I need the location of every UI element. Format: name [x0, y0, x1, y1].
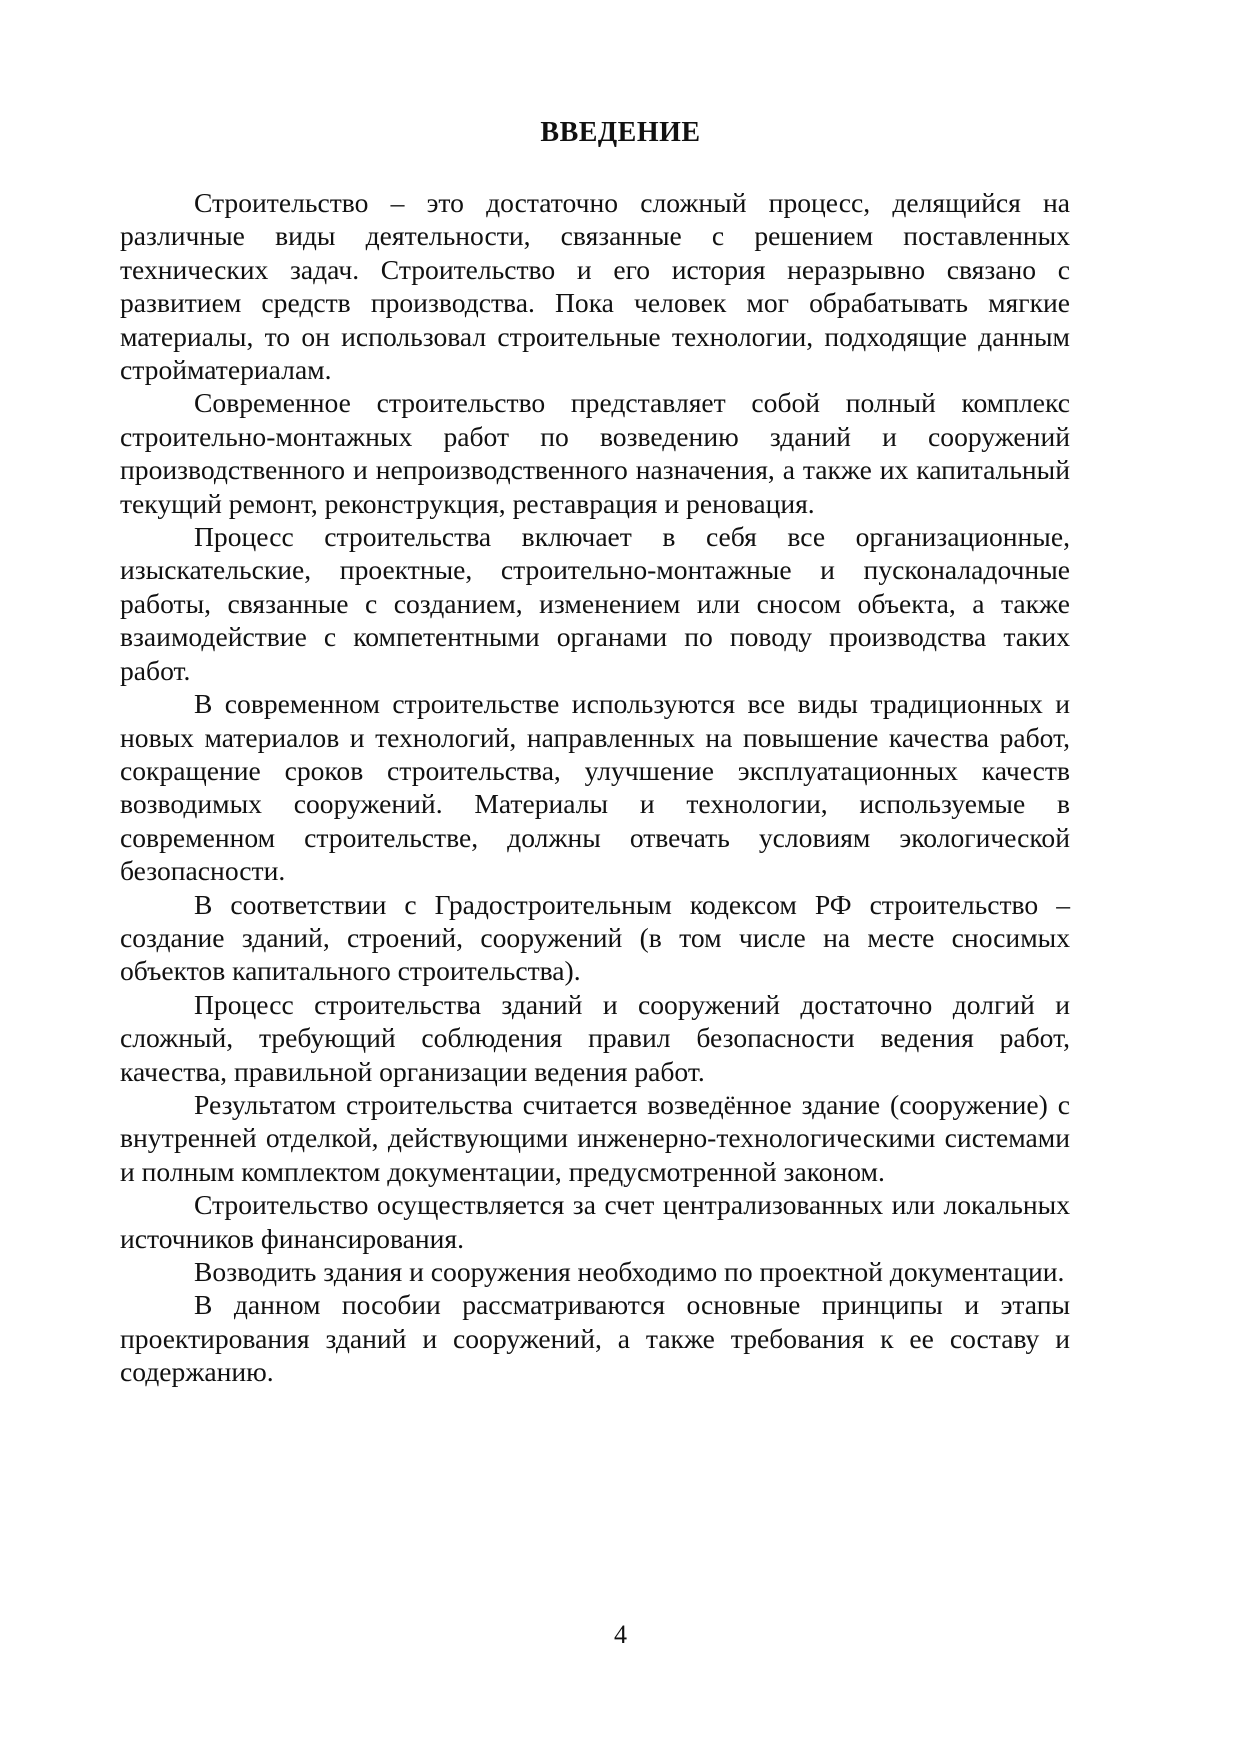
- body-text: [120, 186, 1070, 1389]
- paragraph: Результатом строительства считается возведённое здание (сооружение) с внутренней отделкой, действующими инженерно-технологическими системами и полным комплектом документации, предусмотренной законом.: [120, 1088, 1070, 1187]
- paragraph: Возводить здания и сооружения необходимо по проектной документации.: [194, 1256, 1065, 1287]
- paragraph: В данном пособии рассматриваются основные принципы и этапы проектирования зданий и сооружений, а также требования к ее составу и содержанию.: [120, 1289, 1070, 1388]
- paragraph: Современное строительство представляет собой полный комплекс строительно-монтажных работ по возведению зданий и сооружений производственного и непроизводственного назначения, а также их капитальный текущий ремонт, реконструкция, реставрация и реновация.: [120, 387, 1070, 519]
- paragraph: Процесс строительства включает в себя все организационные, изыскательские, проектные, строительно-монтажные и пусконаладочные работы, связанные с созданием, изменением или сносом объекта, а также взаимодействие с компетентными органами по поводу производства таких работ.: [120, 521, 1070, 686]
- paragraph: Строительство – это достаточно сложный процесс, делящийся на различные виды деятельности, связанные с решением поставленных технических задач. Строительство и его история неразрывно связано с развитием средств производства. Пока человек мог обрабатывать мягкие материалы, то он использовал строительные технологии, подходящие данным стройматериалам.: [120, 187, 1070, 386]
- section-title: ВВЕДЕНИЕ: [540, 117, 701, 148]
- paragraph: В современном строительстве используются все виды традиционных и новых материалов и технологий, направленных на повышение качества работ, сокращение сроков строительства, улучшение эксплуатационных качеств возводимых сооружений. Материалы и технологии, используемые в современном строительстве, должны отвечать условиям экологической безопасности.: [120, 688, 1070, 887]
- paragraph: В соответствии с Градостроительным кодексом РФ строительство – создание зданий, строений, сооружений (в том числе на месте сносимых объектов капитального строительства).: [120, 888, 1070, 987]
- paragraph: Строительство осуществляется за счет централизованных или локальных источников финансирования.: [120, 1189, 1070, 1254]
- paragraph: Процесс строительства зданий и сооружений достаточно долгий и сложный, требующий соблюдения правил безопасности ведения работ, качества, правильной организации ведения работ.: [120, 988, 1070, 1087]
- page-number: 4: [614, 1620, 627, 1649]
